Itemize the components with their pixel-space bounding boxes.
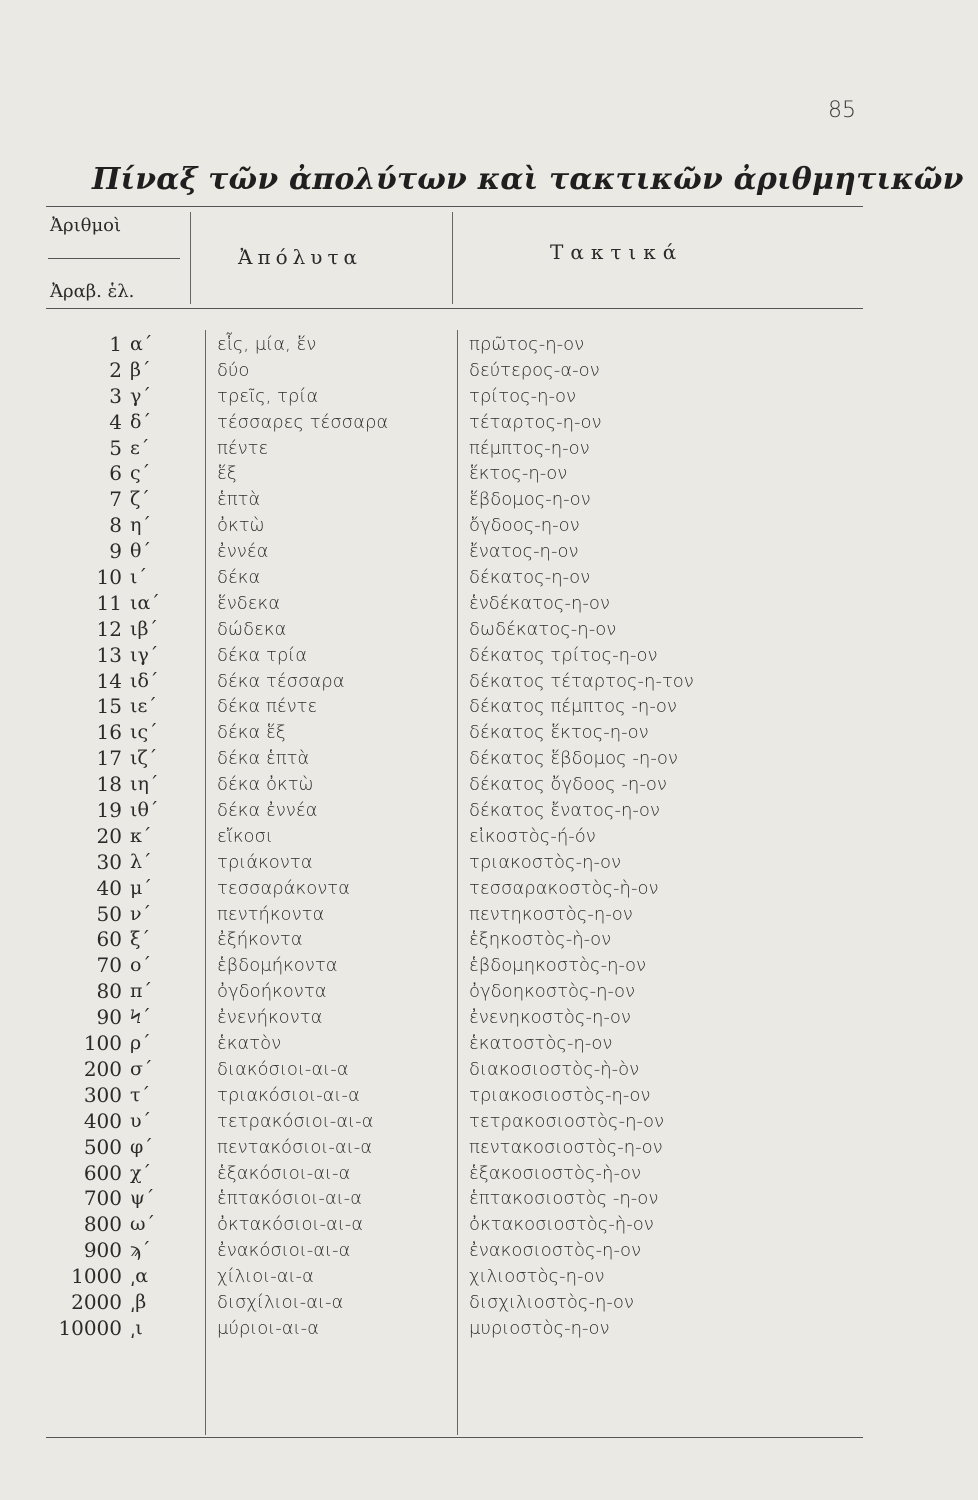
title-underline: [46, 206, 863, 207]
cardinal-form: ἑπτὰ: [217, 489, 261, 511]
greek-numeral: λ΄: [130, 850, 152, 873]
ordinal-form: πρῶτος-η-ον: [469, 334, 585, 355]
greek-numeral: ξ΄: [130, 928, 150, 951]
table-row: [0, 384, 978, 410]
cardinal-form: μύριοι-αι-α: [217, 1317, 319, 1339]
table-row: [0, 669, 978, 695]
ordinal-form: ἕκτος-η-ον: [469, 463, 568, 485]
table-row: [0, 772, 978, 798]
arabic-numeral: 200: [83, 1056, 122, 1081]
arabic-numeral: 8: [109, 513, 122, 538]
table-bottom-rule: [46, 1437, 863, 1438]
greek-numeral: ρ΄: [130, 1032, 151, 1055]
arabic-numeral: 50: [96, 901, 122, 926]
arabic-numeral: 700: [83, 1186, 122, 1211]
ordinal-form: ἑβδομηκοστὸς-η-ον: [469, 955, 647, 977]
table-row: [0, 720, 978, 746]
header-cardinal: Ἀπόλυτα: [238, 245, 363, 269]
table-row: [0, 1212, 978, 1238]
arabic-numeral: 60: [96, 927, 122, 952]
arabic-numeral: 3: [109, 383, 122, 408]
arabic-numeral: 500: [83, 1134, 122, 1159]
arabic-numeral: 30: [96, 849, 122, 874]
table-row: [0, 1031, 978, 1057]
cardinal-form: ὀγδοήκοντα: [217, 981, 327, 1003]
table-row: [0, 1083, 978, 1109]
cardinal-form: δέκα ἕξ: [217, 722, 286, 744]
ordinal-form: ἑκατοστὸς-η-ον: [469, 1033, 613, 1055]
greek-numeral: ιβ΄: [130, 617, 158, 640]
table-row: [0, 643, 978, 669]
header-arabic-greek: Ἀραβ. ἑλ.: [50, 281, 135, 302]
cardinal-form: ἐνακόσιοι-αι-α: [217, 1240, 351, 1262]
table-row: [0, 358, 978, 384]
greek-numeral: ͵β: [130, 1290, 147, 1313]
arabic-numeral: 100: [83, 1031, 122, 1056]
cardinal-form: εἴκοσι: [217, 825, 273, 847]
table-row: [0, 591, 978, 617]
greek-numeral: μ΄: [130, 876, 152, 899]
arabic-numeral: 40: [96, 875, 122, 900]
cardinal-form: τριακόσιοι-αι-α: [217, 1084, 360, 1106]
cardinal-form: τριάκοντα: [217, 851, 313, 873]
cardinal-form: πεντήκοντα: [217, 903, 325, 925]
greek-numeral: θ΄: [130, 540, 151, 563]
greek-numeral: ͵α: [130, 1265, 149, 1288]
cardinal-form: δώδεκα: [217, 618, 287, 640]
ordinal-form: πεντηκοστὸς-η-ον: [469, 903, 633, 925]
arabic-numeral: 18: [96, 772, 122, 797]
cardinal-form: δέκα ὀκτὼ: [217, 774, 314, 796]
greek-numeral: β΄: [130, 358, 151, 381]
cardinal-form: τετρακόσιοι-αι-α: [217, 1110, 374, 1132]
greek-numeral: ψ΄: [130, 1187, 155, 1210]
ordinal-form: δεύτερος-α-ον: [469, 359, 600, 381]
ordinal-form: δέκατος ἕβδομος -η-ον: [469, 748, 678, 770]
greek-numeral: ιγ΄: [130, 643, 159, 666]
arabic-numeral: 800: [83, 1212, 122, 1237]
cardinal-form: ἐνενήκοντα: [217, 1007, 323, 1029]
greek-numeral: ϡ΄: [130, 1239, 151, 1262]
table-row: [0, 1135, 978, 1161]
table-row: [0, 1238, 978, 1264]
ordinal-form: τρίτος-η-ον: [469, 385, 577, 407]
ordinal-form: ὀκτακοσιοστὸς-ὴ-ον: [469, 1214, 654, 1236]
ordinal-form: ἐνενηκοστὸς-η-ον: [469, 1007, 631, 1029]
table-row: [0, 1005, 978, 1031]
greek-numeral: ν΄: [130, 902, 152, 925]
arabic-numeral: 6: [109, 461, 122, 486]
greek-numeral: υ΄: [130, 1109, 152, 1132]
table-row: [0, 513, 978, 539]
greek-numeral: π΄: [130, 980, 152, 1003]
table-row: [0, 1161, 978, 1187]
ordinal-form: ἑξακοσιοστὸς-ὴ-ον: [469, 1162, 642, 1184]
table-row: [0, 850, 978, 876]
ordinal-form: δέκατος τρίτος-η-ον: [469, 644, 658, 666]
table-row: [0, 902, 978, 928]
greek-numeral: ω΄: [130, 1213, 155, 1236]
greek-numeral: ς΄: [130, 462, 151, 485]
cardinal-form: χίλιοι-αι-α: [217, 1266, 314, 1288]
ordinal-form: μυριοστὸς-η-ον: [469, 1317, 610, 1339]
table-row: [0, 1109, 978, 1135]
arabic-numeral: 10000: [58, 1315, 122, 1340]
arabic-numeral: 300: [83, 1082, 122, 1107]
arabic-numeral: 1: [109, 332, 122, 356]
greek-numeral: ζ΄: [130, 488, 150, 511]
cardinal-form: ἑβδομήκοντα: [217, 955, 338, 977]
greek-numeral: ε΄: [130, 436, 150, 459]
page-number: 85: [828, 98, 856, 123]
arabic-numeral: 20: [96, 823, 122, 848]
cardinal-form: δύο: [217, 359, 250, 381]
arabic-numeral: 9: [109, 539, 122, 564]
header-bottom-rule: [46, 308, 863, 309]
ordinal-form: δέκατος πέμπτος -η-ον: [469, 696, 677, 718]
cardinal-form: δέκα ἑπτὰ: [217, 748, 310, 770]
ordinal-form: διακοσιοστὸς-ὴ-ὸν: [469, 1058, 640, 1080]
table-row: [0, 798, 978, 824]
header-divider-2: [452, 212, 453, 304]
arabic-numeral: 7: [109, 487, 122, 512]
ordinal-form: δέκατος τέταρτος-η-τον: [469, 670, 694, 692]
arabic-numeral: 10: [96, 565, 122, 590]
table-row: [0, 1264, 978, 1290]
ordinal-form: τεσσαρακοστὸς-ὴ-ον: [469, 877, 659, 899]
table-row: [0, 1057, 978, 1083]
cardinal-form: ἐννέα: [217, 541, 269, 563]
greek-numeral: α΄: [130, 333, 153, 355]
table-row: [0, 410, 978, 436]
cardinal-form: ἕνδεκα: [217, 592, 281, 614]
greek-numeral: Ϟ΄: [130, 1006, 151, 1029]
header-numerals: Ἀριθμοὶ: [50, 215, 122, 236]
ordinal-form: ὄγδοος-η-ον: [469, 515, 580, 537]
ordinal-form: δωδέκατος-η-ον: [469, 618, 617, 640]
cardinal-form: ἐξήκοντα: [217, 929, 303, 951]
arabic-numeral: 15: [96, 694, 122, 719]
ordinal-form: ἕβδομος-η-ον: [469, 489, 591, 511]
table-row: [0, 461, 978, 487]
ordinal-form: ἑπτακοσιοστὸς -η-ον: [469, 1188, 659, 1210]
page-title: Πίναξ τῶν ἀπολύτων καὶ τακτικῶν ἀριθμητικῶν: [92, 162, 964, 197]
arabic-numeral: 2000: [71, 1289, 122, 1314]
ordinal-form: τριακοστὸς-η-ον: [469, 851, 622, 873]
numerals-table-body: [0, 332, 978, 1342]
cardinal-form: τρεῖς, τρία: [217, 385, 319, 407]
arabic-numeral: 900: [83, 1238, 122, 1263]
ordinal-form: πέμπτος-η-ον: [469, 437, 590, 459]
table-row: [0, 487, 978, 513]
arabic-numeral: 12: [96, 616, 122, 641]
cardinal-form: εἷς, μία, ἕν: [217, 334, 317, 355]
header-ordinal: Τακτικά: [550, 240, 684, 264]
greek-numeral: ιδ΄: [130, 669, 159, 692]
ordinal-form: ὀγδοηκοστὸς-η-ον: [469, 981, 636, 1003]
table-row: [0, 436, 978, 462]
table-row: [0, 1316, 978, 1342]
cardinal-form: δέκα τέσσαρα: [217, 670, 345, 692]
greek-numeral: ιζ΄: [130, 747, 158, 770]
cardinal-form: δέκα ἐννέα: [217, 800, 318, 822]
cardinal-form: δέκα τρία: [217, 644, 308, 666]
cardinal-form: ἑξακόσιοι-αι-α: [217, 1162, 351, 1184]
cardinal-form: ὀκτακόσιοι-αι-α: [217, 1214, 364, 1236]
greek-numeral: φ΄: [130, 1135, 153, 1158]
table-row: [0, 1186, 978, 1212]
arabic-numeral: 4: [109, 409, 122, 434]
arabic-numeral: 13: [96, 642, 122, 667]
table-row: [0, 979, 978, 1005]
arabic-numeral: 2: [109, 357, 122, 382]
ordinal-form: ἑνδέκατος-η-ον: [469, 592, 610, 614]
arabic-numeral: 19: [96, 798, 122, 823]
cardinal-form: τέσσαρες τέσσαρα: [217, 411, 389, 433]
greek-numeral: τ΄: [130, 1083, 151, 1106]
cardinal-form: διακόσιοι-αι-α: [217, 1058, 349, 1080]
ordinal-form: τριακοσιοστὸς-η-ον: [469, 1084, 651, 1106]
arabic-numeral: 16: [96, 720, 122, 745]
ordinal-form: ἐνακοσιοστὸς-η-ον: [469, 1240, 642, 1262]
greek-numeral: ια΄: [130, 591, 160, 614]
table-row: [0, 539, 978, 565]
ordinal-form: τετρακοσιοστὸς-η-ον: [469, 1110, 665, 1132]
cardinal-form: δέκα πέντε: [217, 696, 318, 718]
cardinal-form: πέντε: [217, 437, 269, 459]
ordinal-form: ἑξηκοστὸς-ὴ-ον: [469, 929, 612, 951]
ordinal-form: δισχιλιοστὸς-η-ον: [469, 1291, 634, 1313]
table-row: [0, 876, 978, 902]
arabic-numeral: 1000: [71, 1264, 122, 1289]
arabic-numeral: 5: [109, 435, 122, 460]
ordinal-form: δέκατος ὄγδοος -η-ον: [469, 774, 667, 796]
cardinal-form: τεσσαράκοντα: [217, 877, 350, 899]
arabic-numeral: 90: [96, 1005, 122, 1030]
table-row: [0, 332, 978, 358]
cardinal-form: ὀκτὼ: [217, 515, 265, 537]
greek-numeral: ιη΄: [130, 773, 159, 796]
table-row: [0, 1290, 978, 1316]
arabic-numeral: 17: [96, 746, 122, 771]
arabic-numeral: 11: [96, 590, 122, 615]
cardinal-form: πεντακόσιοι-αι-α: [217, 1136, 373, 1158]
table-row: [0, 694, 978, 720]
header-divider-1: [190, 212, 191, 304]
greek-numeral: γ΄: [130, 384, 151, 407]
table-row: [0, 927, 978, 953]
greek-numeral: ο΄: [130, 954, 151, 977]
arabic-numeral: 14: [96, 668, 122, 693]
ordinal-form: πεντακοσιοστὸς-η-ον: [469, 1136, 663, 1158]
table-row: [0, 746, 978, 772]
greek-numeral: ιθ΄: [130, 799, 159, 822]
arabic-numeral: 400: [83, 1108, 122, 1133]
ordinal-form: χιλιοστὸς-η-ον: [469, 1266, 605, 1288]
greek-numeral: χ΄: [130, 1161, 152, 1184]
greek-numeral: ͵ι: [130, 1316, 143, 1339]
table-row: [0, 953, 978, 979]
ordinal-form: ἔνατος-η-ον: [469, 541, 579, 563]
table-row: [0, 617, 978, 643]
cardinal-form: ἑπτακόσιοι-αι-α: [217, 1188, 363, 1210]
cardinal-form: δέκα: [217, 567, 261, 589]
arabic-numeral: 80: [96, 979, 122, 1004]
greek-numeral: δ΄: [130, 410, 151, 433]
cardinal-form: ἕξ: [217, 463, 237, 485]
greek-numeral: ιε΄: [130, 695, 157, 718]
cardinal-form: δισχίλιοι-αι-α: [217, 1291, 344, 1313]
arabic-numeral: 70: [96, 953, 122, 978]
table-row: [0, 824, 978, 850]
greek-numeral: σ΄: [130, 1057, 153, 1080]
table-row: [0, 565, 978, 591]
header-split-rule: [48, 258, 180, 259]
ordinal-form: τέταρτος-η-ον: [469, 411, 602, 433]
greek-numeral: η΄: [130, 514, 151, 537]
ordinal-form: εἰκοστὸς-ή-όν: [469, 825, 596, 847]
arabic-numeral: 600: [83, 1160, 122, 1185]
ordinal-form: δέκατος ἔνατος-η-ον: [469, 800, 660, 822]
greek-numeral: ι΄: [130, 566, 147, 589]
ordinal-form: δέκατος-η-ον: [469, 567, 591, 589]
greek-numeral: ις΄: [130, 721, 158, 744]
greek-numeral: κ΄: [130, 824, 152, 847]
cardinal-form: ἑκατὸν: [217, 1033, 282, 1055]
ordinal-form: δέκατος ἕκτος-η-ον: [469, 722, 649, 744]
